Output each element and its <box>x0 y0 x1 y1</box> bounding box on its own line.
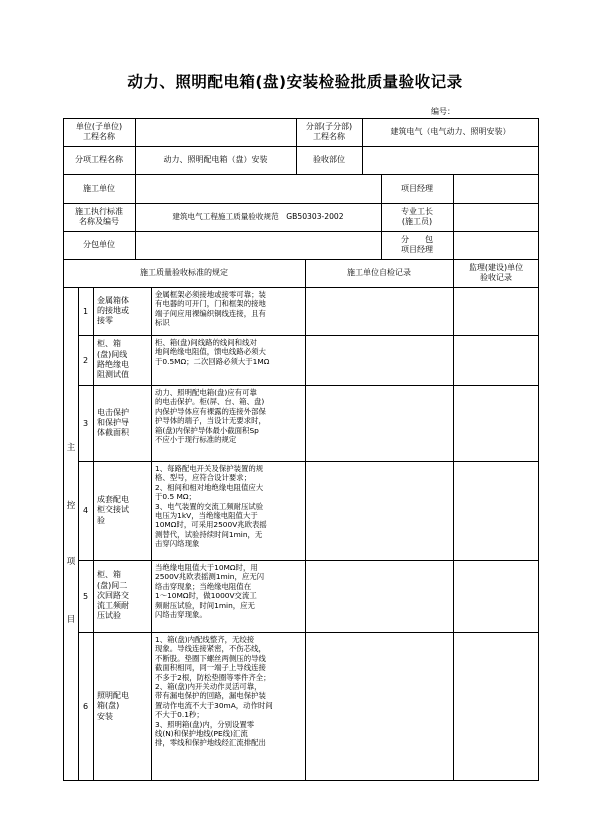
project-manager-value[interactable] <box>457 174 537 203</box>
supervision-record-cell[interactable] <box>454 385 538 461</box>
foreman-value[interactable] <box>457 203 537 231</box>
self-check-record-cell[interactable] <box>306 632 452 781</box>
item-name-label: 分项工程名称 <box>75 155 123 164</box>
spec-column-header: 施工质量验收标准的规定 <box>140 268 228 277</box>
standard-value[interactable]: 建筑电气工程施工质量验收规范 GB50303-2002 <box>172 212 344 221</box>
item-number: 5 <box>82 591 89 601</box>
self-check-record-cell[interactable] <box>306 335 452 385</box>
item-name: 电击保护 和保护导 体截面积 <box>97 407 129 438</box>
item-name: 金属箱体 的接地或 接零 <box>97 295 129 326</box>
supervision-column-header: 监理(建设)单位 验收记录 <box>468 263 524 282</box>
item-standard: 当绝缘电阻值大于10MΩ时，用 2500V兆欧表摇测1min，应无闪 络击穿现象；当绝缘电阻值在 1～10MΩ时，做1000V交流工 频耐压试验，时间1min，应无 闪络击穿现象。 <box>155 563 265 620</box>
item-number: 6 <box>82 702 89 711</box>
contractor-label: 施工单位 <box>83 183 115 193</box>
main-items-label-4: 目 <box>66 615 76 625</box>
subcontractor-value[interactable] <box>140 231 376 259</box>
main-items-label-1: 主 <box>66 443 76 453</box>
self-check-record-cell[interactable] <box>306 560 452 632</box>
supervision-record-cell[interactable] <box>454 287 538 335</box>
supervision-record-cell[interactable] <box>454 632 538 781</box>
item-standard: 动力、照明配电箱(盘)应有可靠 的电击保护。柜(屏、台、箱、盘) 内保护导体应有裸露的连接外部保 护导体的端子，当设计无要求时， 箱(盘)内保护导体最小截面积Sp 不应小于现行标准的规定 <box>155 388 266 445</box>
subcontractor-label: 分包单位 <box>83 240 115 249</box>
item-standard: 金属框架必须接地或接零可靠；装 有电器的可开门，门和框架的接地 端子间应用裸编织铜线连接，且有 标识 <box>155 290 266 328</box>
sub-project-manager-label: 分 包 项目经理 <box>401 235 433 254</box>
contractor-value[interactable] <box>140 174 376 203</box>
page-title: 动力、照明配电箱(盘)安装检验批质量验收记录 <box>127 73 463 91</box>
serial-number-label: 编号： <box>431 107 455 116</box>
item-name: 柜、箱 (盘)间线 路绝缘电 阻测试值 <box>97 339 129 380</box>
item-number: 4 <box>82 506 89 515</box>
unit-name-value[interactable] <box>140 118 290 146</box>
item-standard: 柜、箱(盘)间线路的线间和线对 地间绝缘电阻值，馈电线路必须大 于0.5MΩ；二次回路必须大于1MΩ <box>155 338 270 366</box>
item-name-value[interactable]: 动力、照明配电箱（盘）安装 <box>163 155 268 164</box>
self-check-column-header: 施工单位自检记录 <box>347 268 411 277</box>
item-name: 柜、箱 (盘)间二 次回路交 流工频耐 压试验 <box>97 570 129 621</box>
col-divider <box>151 287 152 781</box>
item-name: 成套配电 柜交接试 验 <box>97 495 129 525</box>
acceptance-part-label: 验收部位 <box>313 155 345 164</box>
item-number: 1 <box>82 306 89 316</box>
supervision-record-cell[interactable] <box>454 335 538 385</box>
item-standard: 1、每路配电开关及保护装置的规 格、型号，应符合设计要求； 2、相间和相对地绝缘电阻值应大 于0.5 MΩ； 3、电气装置的交流工频耐压试验 电压为1kV，当绝缘电阻值大于 10MΩ时，可采用2500V兆欧表摇 测替代，试验持续时间1min，无 击穿闪络现象 <box>155 464 267 549</box>
sub-project-manager-value[interactable] <box>457 231 537 259</box>
col-divider <box>93 287 94 781</box>
project-manager-label: 项目经理 <box>401 183 433 193</box>
self-check-record-cell[interactable] <box>306 385 452 461</box>
main-items-label-2: 控 <box>66 501 76 511</box>
self-check-record-cell[interactable] <box>306 461 452 560</box>
item-standard: 1、箱(盘)内配线整齐，无绞接 现象。导线连接紧密，不伤芯线， 不断股。垫圈下螺丝两侧压的导线 截面积相同，同一端子上导线连接 不多于2根，防松垫圈等零件齐全； 2、箱(盘)内开关动作灵活可靠， 带有漏电保护的回路，漏电保护装 置动作电流不大于30mA，动作时间 不大于0.1秒； 3、照明箱(盘)内，分别设置零 线(N)和保护地线(PE线)汇流 排，零线和保护地线经汇流排配出 <box>155 635 273 748</box>
self-check-record-cell[interactable] <box>306 287 452 335</box>
supervision-record-cell[interactable] <box>454 560 538 632</box>
foreman-label: 专业工长 (施工员) <box>401 207 433 226</box>
subdivision-value[interactable]: 建筑电气（电气动力、照明安装） <box>390 127 511 136</box>
main-items-label-3: 项 <box>66 557 76 567</box>
item-number: 2 <box>82 355 89 365</box>
unit-name-label: 单位(子单位) 工程名称 <box>75 122 123 141</box>
acceptance-part-value[interactable] <box>366 146 536 174</box>
standard-label: 施工执行标准 名称及编号 <box>75 207 123 226</box>
supervision-record-cell[interactable] <box>454 461 538 560</box>
subdivision-label: 分部(子分部) 工程名称 <box>305 122 353 141</box>
item-number: 3 <box>82 418 89 428</box>
item-name: 照明配电 箱(盘) 安装 <box>97 691 129 721</box>
col-divider <box>453 174 454 259</box>
